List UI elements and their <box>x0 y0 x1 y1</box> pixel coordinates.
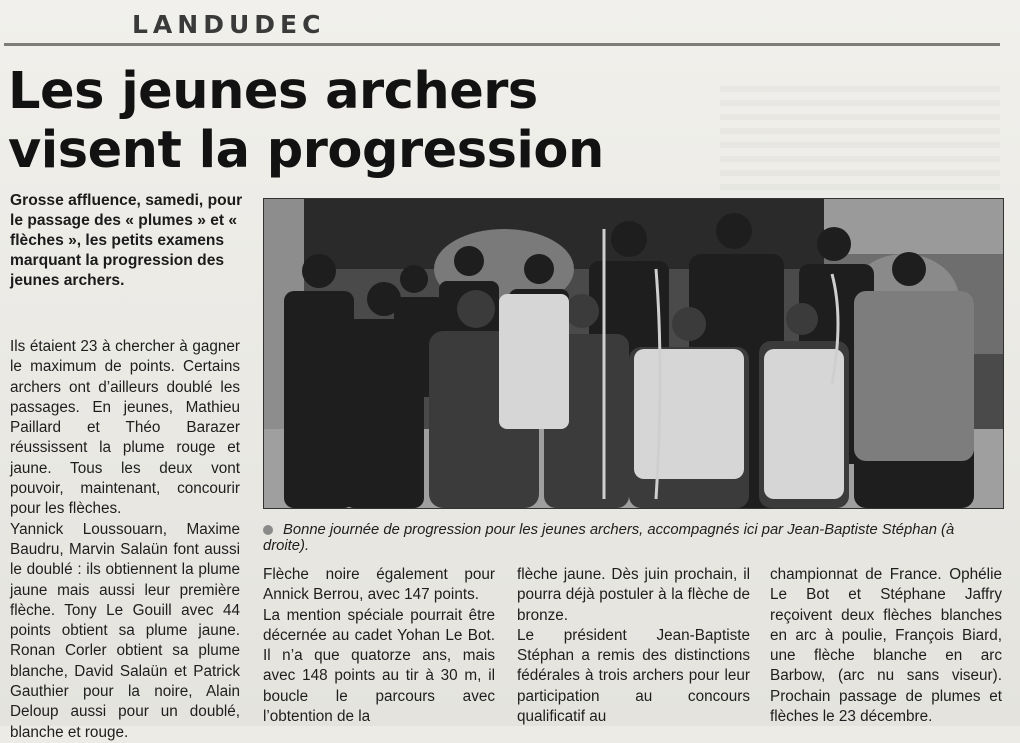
column-2-paragraph: La mention spéciale pourrait être décernée au cadet Yohan Le Bot. Il n’a que quatorze ans, mais avec 148 points au tir à 30 m, il boucle le parcours avec l’obtention de la <box>263 606 495 726</box>
photo-caption <box>263 522 1003 554</box>
column-3-paragraph: Le président Jean-Baptiste Stéphan a remis des distinctions fédérales à trois archers pour leur participation au concours qualificatif au <box>517 626 750 726</box>
headline-line-2: visent la progression <box>8 121 604 180</box>
caption-text: Bonne journée de progression pour les jeunes archers, accompagnés ici par Jean-Baptiste Stéphan (à droite). <box>263 522 955 554</box>
section-label: LANDUDEC <box>132 10 326 39</box>
column-1-paragraph: Ils étaient 23 à chercher à gagner le maximum de points. Certains archers ont d’ailleurs doublé les passages. En jeunes, Mathieu Paillard et Théo Barazer réussissent la plume rouge et jaune. Tous les deux vont pouvoir, maintenant, concourir pour les flèches. <box>10 338 240 518</box>
column-2-paragraph: Flèche noire également pour Annick Berrou, avec 147 points. <box>263 566 495 604</box>
column-1-paragraph: Yannick Loussouarn, Maxime Baudru, Marvin Salaün font aussi le doublé : ils obtiennent la plume jaune mais aussi leur première flèche. Tony Le Gouill avec 44 points obtient sa plume jaune. Ronan Corler obtient sa plume blanche, David Salaün et Patrick Gauthier pour la noire, Alain Deloup aussi pour un doublé, blanche et rouge. <box>10 520 240 741</box>
article-column-3 <box>517 565 750 727</box>
headline <box>8 62 708 180</box>
headline-line-1: Les jeunes archers <box>8 62 538 121</box>
article-column-1 <box>10 337 240 743</box>
column-3-paragraph: flèche jaune. Dès juin prochain, il pourra déjà postuler à la flèche de bronze. <box>517 566 750 624</box>
section-rule <box>4 43 1000 46</box>
article-column-4 <box>770 565 1002 727</box>
group-photo <box>263 198 1004 509</box>
article-lead: Grosse affluence, samedi, pour le passage des « plumes » et « flèches », les petits examens marquant la progression des jeunes archers. <box>10 192 243 289</box>
group-photo-illustration <box>264 199 1003 508</box>
column-4-paragraph: championnat de France. Ophélie Le Bot et Stéphane Jaffry reçoivent deux flèches blanches en arc à poulie, François Biard, une flèche blanche en arc Barbow, (arc nu sans viseur). Prochain passage de plumes et flèches le 23 décembre. <box>770 566 1002 726</box>
article-column-2 <box>263 565 495 727</box>
caption-bullet-icon <box>263 525 273 535</box>
bleed-through-area <box>720 80 1000 190</box>
